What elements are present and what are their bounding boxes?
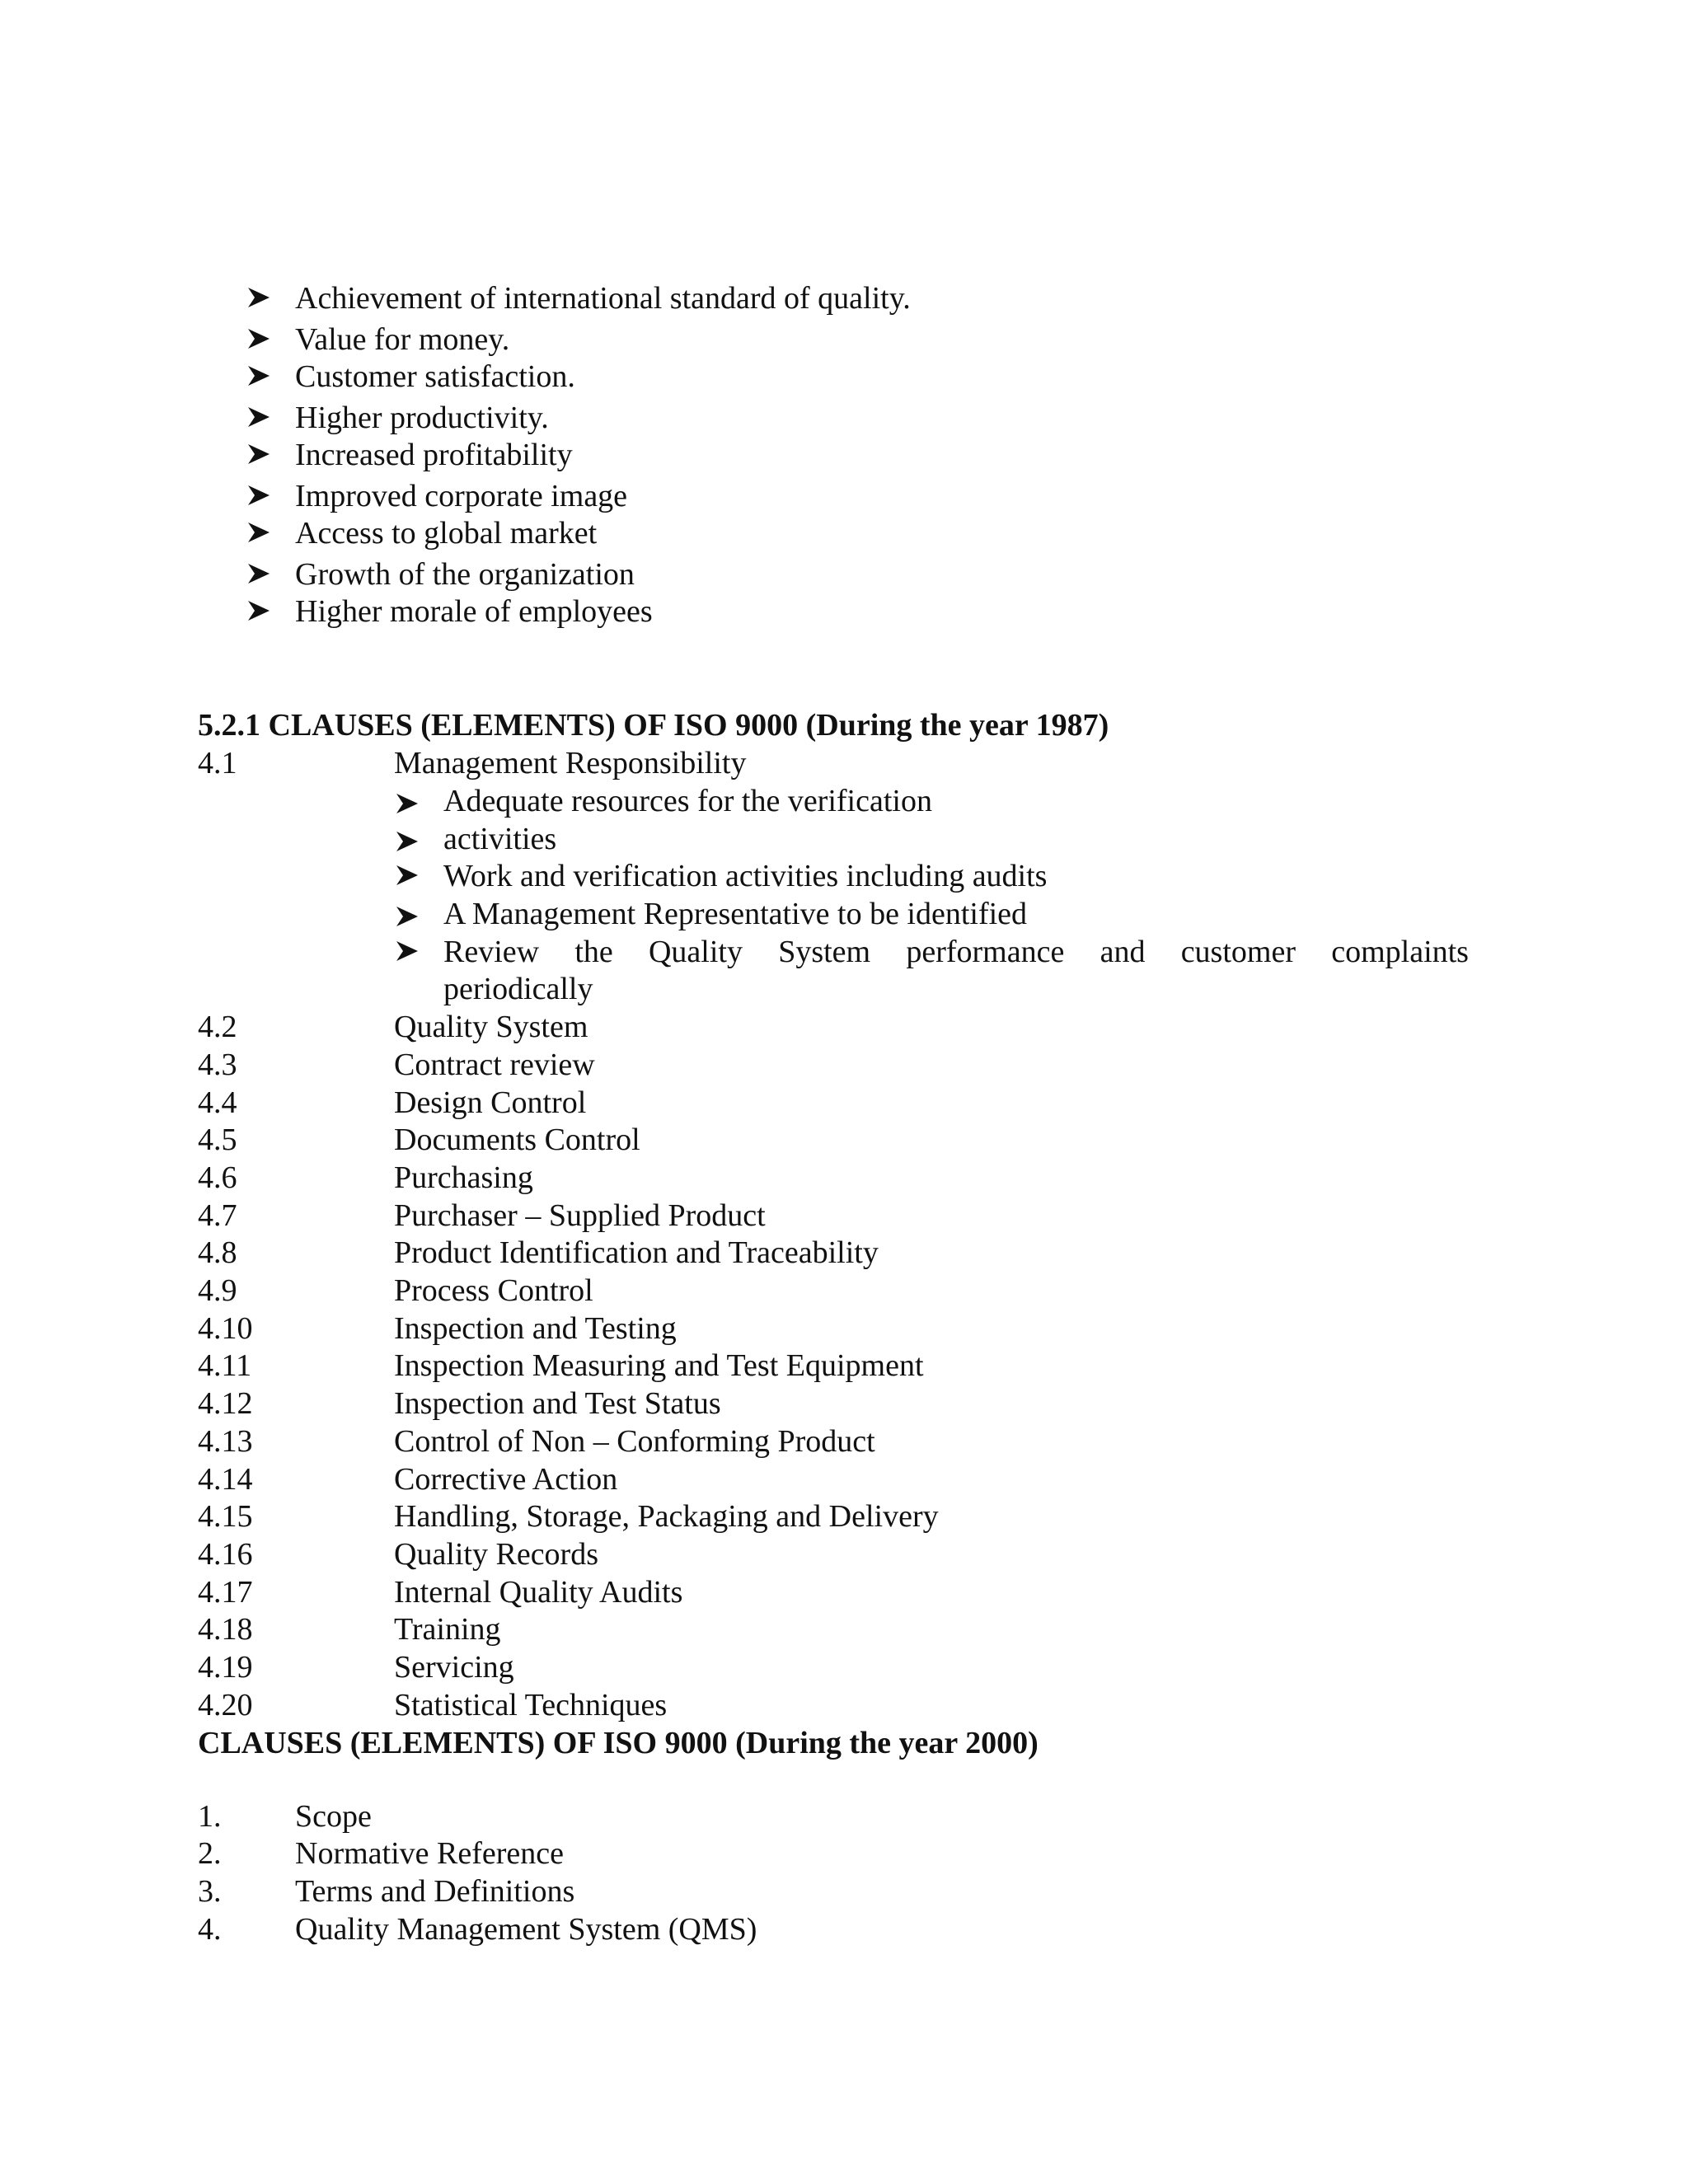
clause-number: 4.4 [198,1085,237,1120]
clause-number: 4. [198,1912,222,1947]
arrowhead-bullet-icon [247,328,270,349]
clause-title: Inspection and Test Status [394,1386,721,1421]
clause-title: Internal Quality Audits [394,1575,683,1610]
clause-title: Corrective Action [394,1462,618,1497]
clause-number: 4.20 [198,1688,253,1722]
clause-number: 4.1 [198,746,237,780]
clause-number: 2. [198,1836,222,1871]
clause-number: 3. [198,1874,222,1909]
clause-number: 1. [198,1799,222,1834]
clause-number: 4.3 [198,1047,237,1082]
arrowhead-bullet-icon [247,485,270,506]
clause-title: Product Identification and Traceability [394,1235,879,1270]
clause-number: 4.15 [198,1499,253,1534]
clause-number: 4.9 [198,1273,237,1308]
arrowhead-bullet-icon [396,940,419,962]
clause-title: Handling, Storage, Packaging and Delivery [394,1499,939,1534]
clause-title: Purchasing [394,1160,533,1195]
clause-title: Quality System [394,1010,588,1044]
clause-number: 4.19 [198,1650,253,1685]
arrowhead-bullet-icon [247,522,270,543]
clause-number: 4.14 [198,1462,253,1497]
clause-number: 4.2 [198,1010,237,1044]
clause-title: Training [394,1612,501,1647]
clause-number: 4.11 [198,1348,252,1383]
section-heading-2000: CLAUSES (ELEMENTS) OF ISO 9000 (During the year 2000) [198,1726,1039,1760]
clause-number: 4.16 [198,1537,253,1572]
clause-title: Control of Non – Conforming Product [394,1424,875,1459]
clause-number: 4.6 [198,1160,237,1195]
arrowhead-bullet-icon [247,406,270,428]
clause-title: Scope [295,1799,372,1834]
clause-number: 4.18 [198,1612,253,1647]
section-heading-1987: 5.2.1 CLAUSES (ELEMENTS) OF ISO 9000 (During the year 1987) [198,708,1109,743]
clause-title: Process Control [394,1273,593,1308]
clause-title: Quality Records [394,1537,599,1572]
arrowhead-bullet-icon [247,443,270,465]
clause-title: Statistical Techniques [394,1688,668,1722]
clause-number: 4.13 [198,1424,253,1459]
arrowhead-bullet-icon [396,906,419,927]
arrowhead-bullet-icon [396,831,419,852]
clause-title: Inspection and Testing [394,1311,677,1346]
clause-title: Normative Reference [295,1836,564,1871]
arrowhead-bullet-icon [396,865,419,886]
arrowhead-bullet-icon [396,793,419,814]
review-line: Review the Quality System performance and customer complaints [443,935,1469,969]
clause-title: Purchaser – Supplied Product [394,1198,766,1233]
clause-title: Quality Management System (QMS) [295,1912,757,1947]
clause-title: Design Control [394,1085,587,1120]
arrowhead-bullet-icon [247,563,270,584]
clause-number: 4.12 [198,1386,253,1421]
clause-title: Contract review [394,1047,595,1082]
arrowhead-bullet-icon [247,600,270,621]
clause-title: Terms and Definitions [295,1874,575,1909]
clause-title: Management Responsibility [394,746,747,780]
arrowhead-bullet-icon [247,365,270,387]
clause-number: 4.17 [198,1575,253,1610]
arrowhead-bullet-icon [247,287,270,308]
clause-title: Documents Control [394,1122,640,1157]
clause-number: 4.7 [198,1198,237,1233]
clause-number: 4.8 [198,1235,237,1270]
clause-title: Inspection Measuring and Test Equipment [394,1348,924,1383]
clause-number: 4.5 [198,1122,237,1157]
clause-title: Servicing [394,1650,514,1685]
review-continuation: periodically [443,972,593,1006]
clause-number: 4.10 [198,1311,253,1346]
